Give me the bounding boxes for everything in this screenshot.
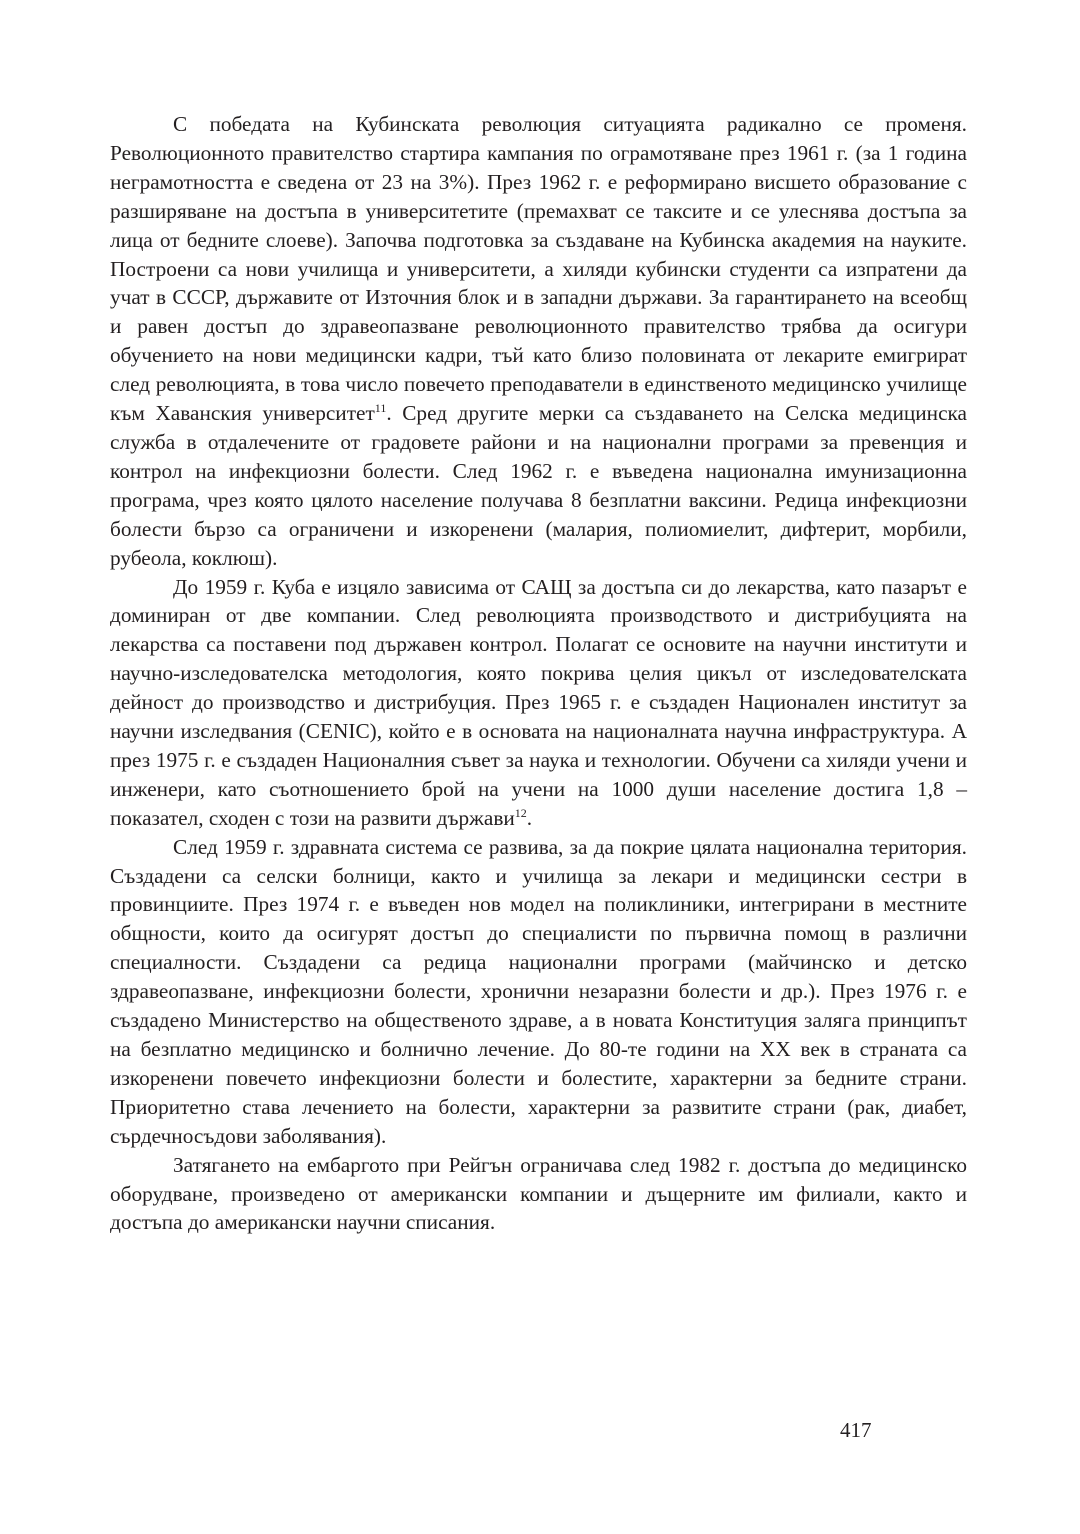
- paragraph-4: [110, 1151, 967, 1238]
- paragraph-1-text: С победата на Кубинската революция ситуацията радикално се променя. Революционното правителство стартира кампания по ограмотяване през 1961 г. (за 1 година неграмотността е сведена от 23 на 3%). През 1962 г. е реформирано висшето образование с разширяване на достъпа в университетите (премахват се таксите и се улеснява достъпа за лица от бедните слоеве). Започва подготовка за създаване на Кубинска академия на науките. Построени са нови училища и университети, а хиляди кубински студенти са изпратени да учат в СССР, държавите от Източния блок и в западни държави. За гарантирането на всеобщ и равен достъп до здравеопазване революционното правителство трябва да осигури обучението на нови медицински кадри, тъй като близо половината от лекарите емигрират след революцията, в това число повечето преподаватели в единственото медицинско училище към Хаванския университет: [110, 112, 967, 426]
- paragraph-2-tail: .: [526, 805, 533, 830]
- paragraph-1-tail: . Сред другите мерки са създаването на Селска медицинска служба в отдалечените от градовете райони и на национални програми за превенция и контрол на инфекциозни болести. След 1962 г. е въведена национална имунизационна програма, чрез която цялото население получава 8 безплатни ваксини. Редица инфекциозни болести бързо са ограничени и изкоренени (малария, полиомиелит, дифтерит, морбили, рубеола, коклюш).: [110, 401, 968, 570]
- page-number: 417: [840, 1418, 872, 1442]
- paragraph-2-text: До 1959 г. Куба е изцяло зависима от САЩ за достъпа си до лекарства, като пазарът е доминиран от две компании. След революцията производството и дистрибуцията на лекарства са поставени под държавен контрол. Полагат се основите на научни институти и научно-изследователска методология, която покрива целия цикъл от изследователската дейност до производство и дистрибуция. През 1965 г. е създаден Национален институт за научни изследвания (CENIC), който е в основата на националната научна инфраструктура. А през 1975 г. е създаден Националния съвет за наука и технологии. Обучени са хиляди учени и инженери, като съотношението брой на учени на 1000 души население достига 1,8 – показател, сходен с този на развити държави: [110, 574, 967, 830]
- paragraph-3-text: След 1959 г. здравната система се развива, за да покрие цялата национална територия. Създадени са селски болници, както и училища за лекари и медицински сестри в провинциите. През 1974 г. е въведен нов модел на поликлиники, интегрирани в местните общности, които да осигурят достъп до специалисти по първична помощ в различни специалности. Създадени са редица национални програми (майчинско и детско здравеопазване, инфекциозни болести, хронични незаразни болести и др.). През 1976 г. е създадено Министерство на общественото здраве, а в новата Конституция залягa принципът на безплатно медицинско и болнично лечение. До 80-те години на XX век в страната са изкоренени повечето инфекциозни болести и болестите, характерни за бедните страни. Приоритетно става лечението на болести, характерни за развитите страни (рак, диабет, сърдечносъдови заболявания).: [110, 834, 967, 1148]
- paragraph-1: [110, 110, 967, 573]
- footnote-ref-12[interactable]: 12: [514, 805, 527, 820]
- paragraph-2: [110, 573, 967, 833]
- paragraph-3: [110, 833, 967, 1151]
- footnote-ref-11[interactable]: 11: [374, 401, 387, 416]
- paragraph-4-text: Затягането на ембаргото при Рейгън ограничава след 1982 г. достъпа до медицинско оборудване, произведено от американски компании и дъщерните им филиали, както и достъпа до американски научни списания.: [110, 1152, 967, 1235]
- page-body: [110, 110, 967, 1237]
